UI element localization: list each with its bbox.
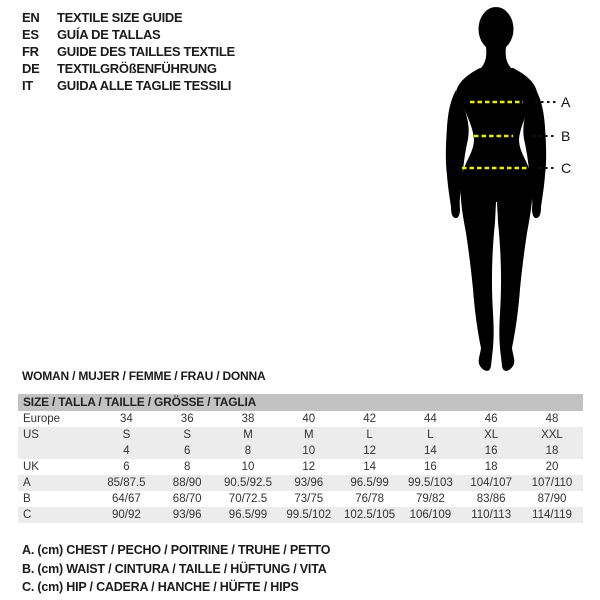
size-cell: S [183, 429, 192, 441]
legend-line: C. (cm) HIP / CADERA / HANCHE / HÜFTE / HIPS [22, 580, 299, 594]
size-cell: 18 [545, 445, 559, 457]
table-row [18, 475, 583, 491]
size-cell: M [303, 429, 314, 441]
size-cell: 8 [244, 445, 252, 457]
size-cell: 70/72.5 [228, 493, 268, 505]
legend-line: A. (cm) CHEST / PECHO / POITRINE / TRUHE / PETTO [22, 543, 331, 557]
size-cell: 93/96 [172, 509, 202, 521]
marker-label-c: C [561, 160, 572, 176]
size-cell: 36 [180, 413, 194, 425]
size-cell: 14 [423, 445, 437, 457]
size-cell: 10 [241, 461, 255, 473]
table-row [18, 443, 583, 459]
row-label: US [23, 429, 39, 441]
language-code: IT [22, 78, 33, 93]
size-table-rows [18, 411, 583, 523]
size-cell: 38 [241, 413, 255, 425]
marker-label-a: A [561, 94, 571, 110]
language-title: GUIDA ALLE TAGLIE TESSILI [57, 78, 232, 93]
size-cell: 48 [545, 413, 559, 425]
language-row [22, 9, 235, 26]
table-row [18, 411, 583, 427]
legend-line: B. (cm) WAIST / CINTURA / TAILLE / HÜFTUNG / VITA [22, 561, 327, 576]
size-cell: 4 [123, 445, 130, 457]
silhouette-neck [478, 40, 514, 71]
size-cell: 42 [363, 413, 376, 425]
language-code: DE [22, 61, 40, 76]
size-cell: 8 [183, 461, 191, 473]
size-cell: 93/96 [294, 477, 324, 489]
table-row [18, 491, 583, 507]
row-label: Europe [23, 413, 61, 425]
language-code: ES [22, 27, 39, 42]
table-row [18, 507, 583, 523]
size-cell: 90.5/92.5 [224, 477, 272, 489]
size-cell: 73/75 [294, 493, 324, 505]
size-cell: 6 [183, 445, 191, 457]
size-cell: XL [484, 429, 499, 441]
size-cell: 106/109 [409, 509, 452, 521]
size-cell: L [427, 429, 434, 441]
size-cell: S [122, 429, 131, 441]
measurement-legend [22, 541, 330, 597]
size-cell: 34 [120, 413, 133, 425]
size-cell: 40 [302, 413, 316, 425]
size-cell: 107/110 [531, 477, 573, 489]
size-cell: 87/90 [537, 493, 567, 505]
size-cell: 18 [484, 461, 498, 473]
size-cell: 99.5/102 [286, 509, 332, 521]
size-cell: L [366, 429, 373, 441]
size-cell: 12 [363, 445, 376, 457]
woman-section-title: WOMAN / MUJER / FEMME / FRAU / DONNA [22, 369, 266, 383]
language-title: GUÍA DE TALLAS [57, 27, 161, 42]
language-title-block [22, 9, 235, 94]
size-cell: 85/87.5 [107, 477, 146, 489]
size-cell: 104/107 [470, 477, 512, 489]
size-cell: 68/70 [172, 493, 202, 505]
size-cell: 76/78 [355, 493, 384, 505]
size-cell: XXL [541, 429, 563, 441]
size-cell: 20 [545, 461, 559, 473]
size-cell: 102.5/105 [344, 509, 396, 521]
silhouette-body [456, 68, 537, 371]
language-title: TEXTILGRÖßENFÜHRUNG [57, 61, 217, 76]
row-label: A [23, 477, 31, 489]
size-cell: 10 [302, 445, 316, 457]
marker-label-b: B [561, 128, 571, 144]
language-row [22, 60, 235, 77]
size-cell: 6 [123, 461, 130, 473]
language-title: TEXTILE SIZE GUIDE [57, 10, 183, 25]
row-label: C [23, 509, 32, 521]
size-cell: 110/113 [471, 509, 512, 521]
size-cell: 16 [423, 461, 437, 473]
row-label [18, 443, 96, 459]
language-code: EN [22, 10, 40, 25]
woman-silhouette-svg [400, 0, 600, 380]
measurement-figure [400, 0, 600, 380]
size-header-bar: SIZE / TALLA / TAILLE / GRÖSSE / TAGLIA [18, 394, 583, 411]
table-row [18, 427, 583, 443]
size-cell: 96.5/99 [350, 477, 389, 489]
size-cell: 99.5/103 [408, 477, 453, 489]
size-cell: 83/86 [476, 493, 506, 505]
size-cell: 79/82 [415, 493, 445, 505]
language-row [22, 26, 235, 43]
size-cell: 46 [484, 413, 498, 425]
size-cell: 12 [302, 461, 316, 473]
size-cell: 44 [423, 413, 437, 425]
size-cell: 96.5/99 [228, 509, 268, 521]
size-cell: 64/67 [112, 493, 141, 505]
size-cell: 16 [484, 445, 498, 457]
table-row [18, 459, 583, 475]
row-label: UK [23, 461, 39, 473]
language-row [22, 77, 235, 94]
size-table [18, 394, 583, 523]
size-cell: 14 [363, 461, 376, 473]
size-cell: 88/90 [172, 477, 202, 489]
size-cell: M [243, 429, 253, 441]
language-row [22, 43, 235, 60]
size-cell: 90/92 [112, 509, 141, 521]
row-label: B [23, 493, 31, 505]
size-cell: 114/119 [532, 509, 572, 521]
language-title: GUIDE DES TAILLES TEXTILE [57, 44, 235, 59]
language-code: FR [22, 44, 39, 59]
